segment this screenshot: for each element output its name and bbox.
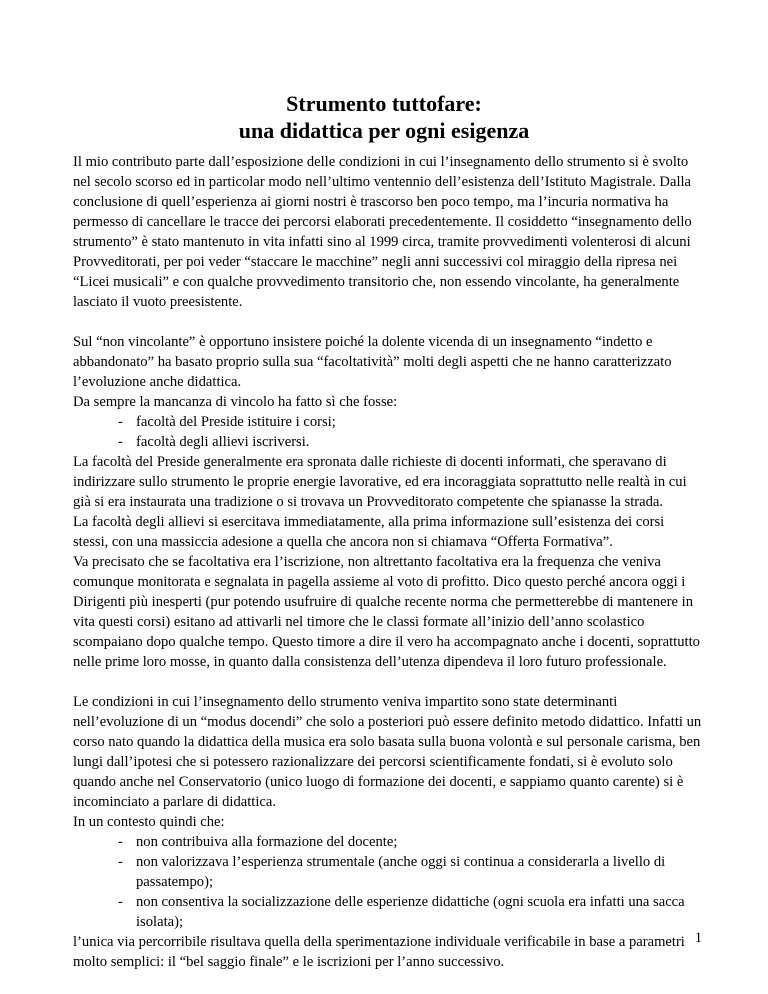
paragraph-3-text-c: l’unica via percorribile risultava quella della sperimentazione individuale verificabile in base a parametri molto semplici: il “bel saggio finale” e le iscrizioni per l’anno successivo. bbox=[73, 934, 685, 970]
dash-bullet: - bbox=[118, 854, 123, 870]
paragraph-1: Il mio contributo parte dall’esposizione delle condizioni in cui l’insegnamento dello strumento si è svolto nel secolo scorso ed in particolar modo nell’ultimo ventennio dell’esistenza dell’Istituto Magistrale. Dalla conclusione di quell’esperienza ai giorni nostri è trascorso ben poco tempo, ma l’incuria normativa ha permesso di cancellare le tracce dei percorsi elaborati precedentemente. Il cosiddetto “insegnamento dello strumento” è stato mantenuto in vita infatti sino al 1999 circa, tramite provvedimenti volenterosi di alcuni Provveditorati, per poi veder “staccare le macchine” negli anni successivi col miraggio della ripresa nei “Licei musicali” e con qualche provvedimento transitorio che, non essendo vincolante, ha generalmente lasciato il vuoto preesistente. bbox=[73, 154, 692, 310]
paragraph-3-text-a: Le condizioni in cui l’insegnamento dello strumento veniva impartito sono state determinanti nell’evoluzione di un “modus docendi” che solo a posteriori può essere definito metodo didattico. Infatti un corso nato quando la didattica della musica era solo basata sulla buona volontà e sul personale carisma, ben lungi dall’ipotesi che si potessero razionalizzare dei percorsi scientificamente fondati, si è evoluto solo quando anche nel Conservatorio (unico luogo di formazione dei docenti, e sappiamo quanto carente) si è incominciato a parlare di didattica. bbox=[73, 694, 702, 810]
paragraph-2-text-b: Da sempre la mancanza di vincolo ha fatto sì che fosse: bbox=[73, 394, 398, 410]
list-item bbox=[73, 432, 703, 452]
paragraph-2 bbox=[73, 332, 703, 672]
paragraph-3-text-b: In un contesto quindi che: bbox=[73, 814, 225, 830]
list-item-text: non consentiva la socializzazione delle esperienze didattiche (ogni scuola era infatti una sacca isolata); bbox=[136, 894, 685, 930]
list-item-text: non contribuiva alla formazione del docente; bbox=[136, 834, 398, 850]
paragraph-2-text-e: Va precisato che se facoltativa era l’iscrizione, non altrettanto facoltativa era la frequenza che veniva comunque monitorata e segnalata in pagella assieme al voto di profitto. Dico questo perché ancora oggi i Dirigenti più inesperti (pur potendo usufruire di qualche recente norma che permetterebbe di mantenere in vita questi corsi) esitano ad attivarli nel timore che le classi formate all’inizio dell’anno scolastico scompaiano dopo qualche tempo. Questo timore a dire il vero ha accompagnato anche i docenti, soprattutto nelle prime loro mosse, in quanto dalla consistenza dell’utenza dipendeva il loro futuro professionale. bbox=[73, 554, 700, 670]
title-line-1: Strumento tuttofare: bbox=[286, 91, 482, 116]
list-item bbox=[73, 892, 703, 932]
list-context bbox=[73, 832, 703, 932]
list-item-text: non valorizzava l’esperienza strumentale (anche oggi si continua a considerarla a livello di passatempo); bbox=[136, 854, 666, 890]
list-item-text: facoltà degli allievi iscriversi. bbox=[136, 434, 310, 450]
list-item bbox=[73, 832, 703, 852]
dash-bullet: - bbox=[118, 434, 123, 450]
paragraph-2-text-a: Sul “non vincolante” è opportuno insistere poiché la dolente vicenda di un insegnamento “indetto e abbandonato” ha basato proprio sulla sua “facoltatività” molti degli aspetti che ne hanno caratterizzato l’evoluzione anche didattica. bbox=[73, 334, 672, 390]
document-title bbox=[0, 90, 768, 144]
paragraph-spacer bbox=[73, 672, 703, 692]
dash-bullet: - bbox=[118, 894, 123, 910]
list-faculty bbox=[73, 412, 703, 452]
document-body bbox=[73, 152, 703, 972]
paragraph-3 bbox=[73, 692, 703, 972]
dash-bullet: - bbox=[118, 414, 123, 430]
page-number: 1 bbox=[694, 930, 702, 946]
paragraph-2-text-d: La facoltà degli allievi si esercitava immediatamente, alla prima informazione sull’esistenza dei corsi stessi, con una massiccia adesione a quella che ancora non si chiamava “Offerta Formativa”. bbox=[73, 514, 665, 550]
list-item-text: facoltà del Preside istituire i corsi; bbox=[136, 414, 336, 430]
paragraph-2-text-c: La facoltà del Preside generalmente era spronata dalle richieste di docenti informati, che speravano di indirizzare sullo strumento le proprie energie lavorative, ed era incoraggiata soprattutto nelle realtà in cui già si era instaurata una tradizione o si trovava un Provveditorato competente che spianasse la strada. bbox=[73, 454, 687, 510]
list-item bbox=[73, 412, 703, 432]
title-line-2: una didattica per ogni esigenza bbox=[238, 118, 530, 143]
list-item bbox=[73, 852, 703, 892]
dash-bullet: - bbox=[118, 834, 123, 850]
